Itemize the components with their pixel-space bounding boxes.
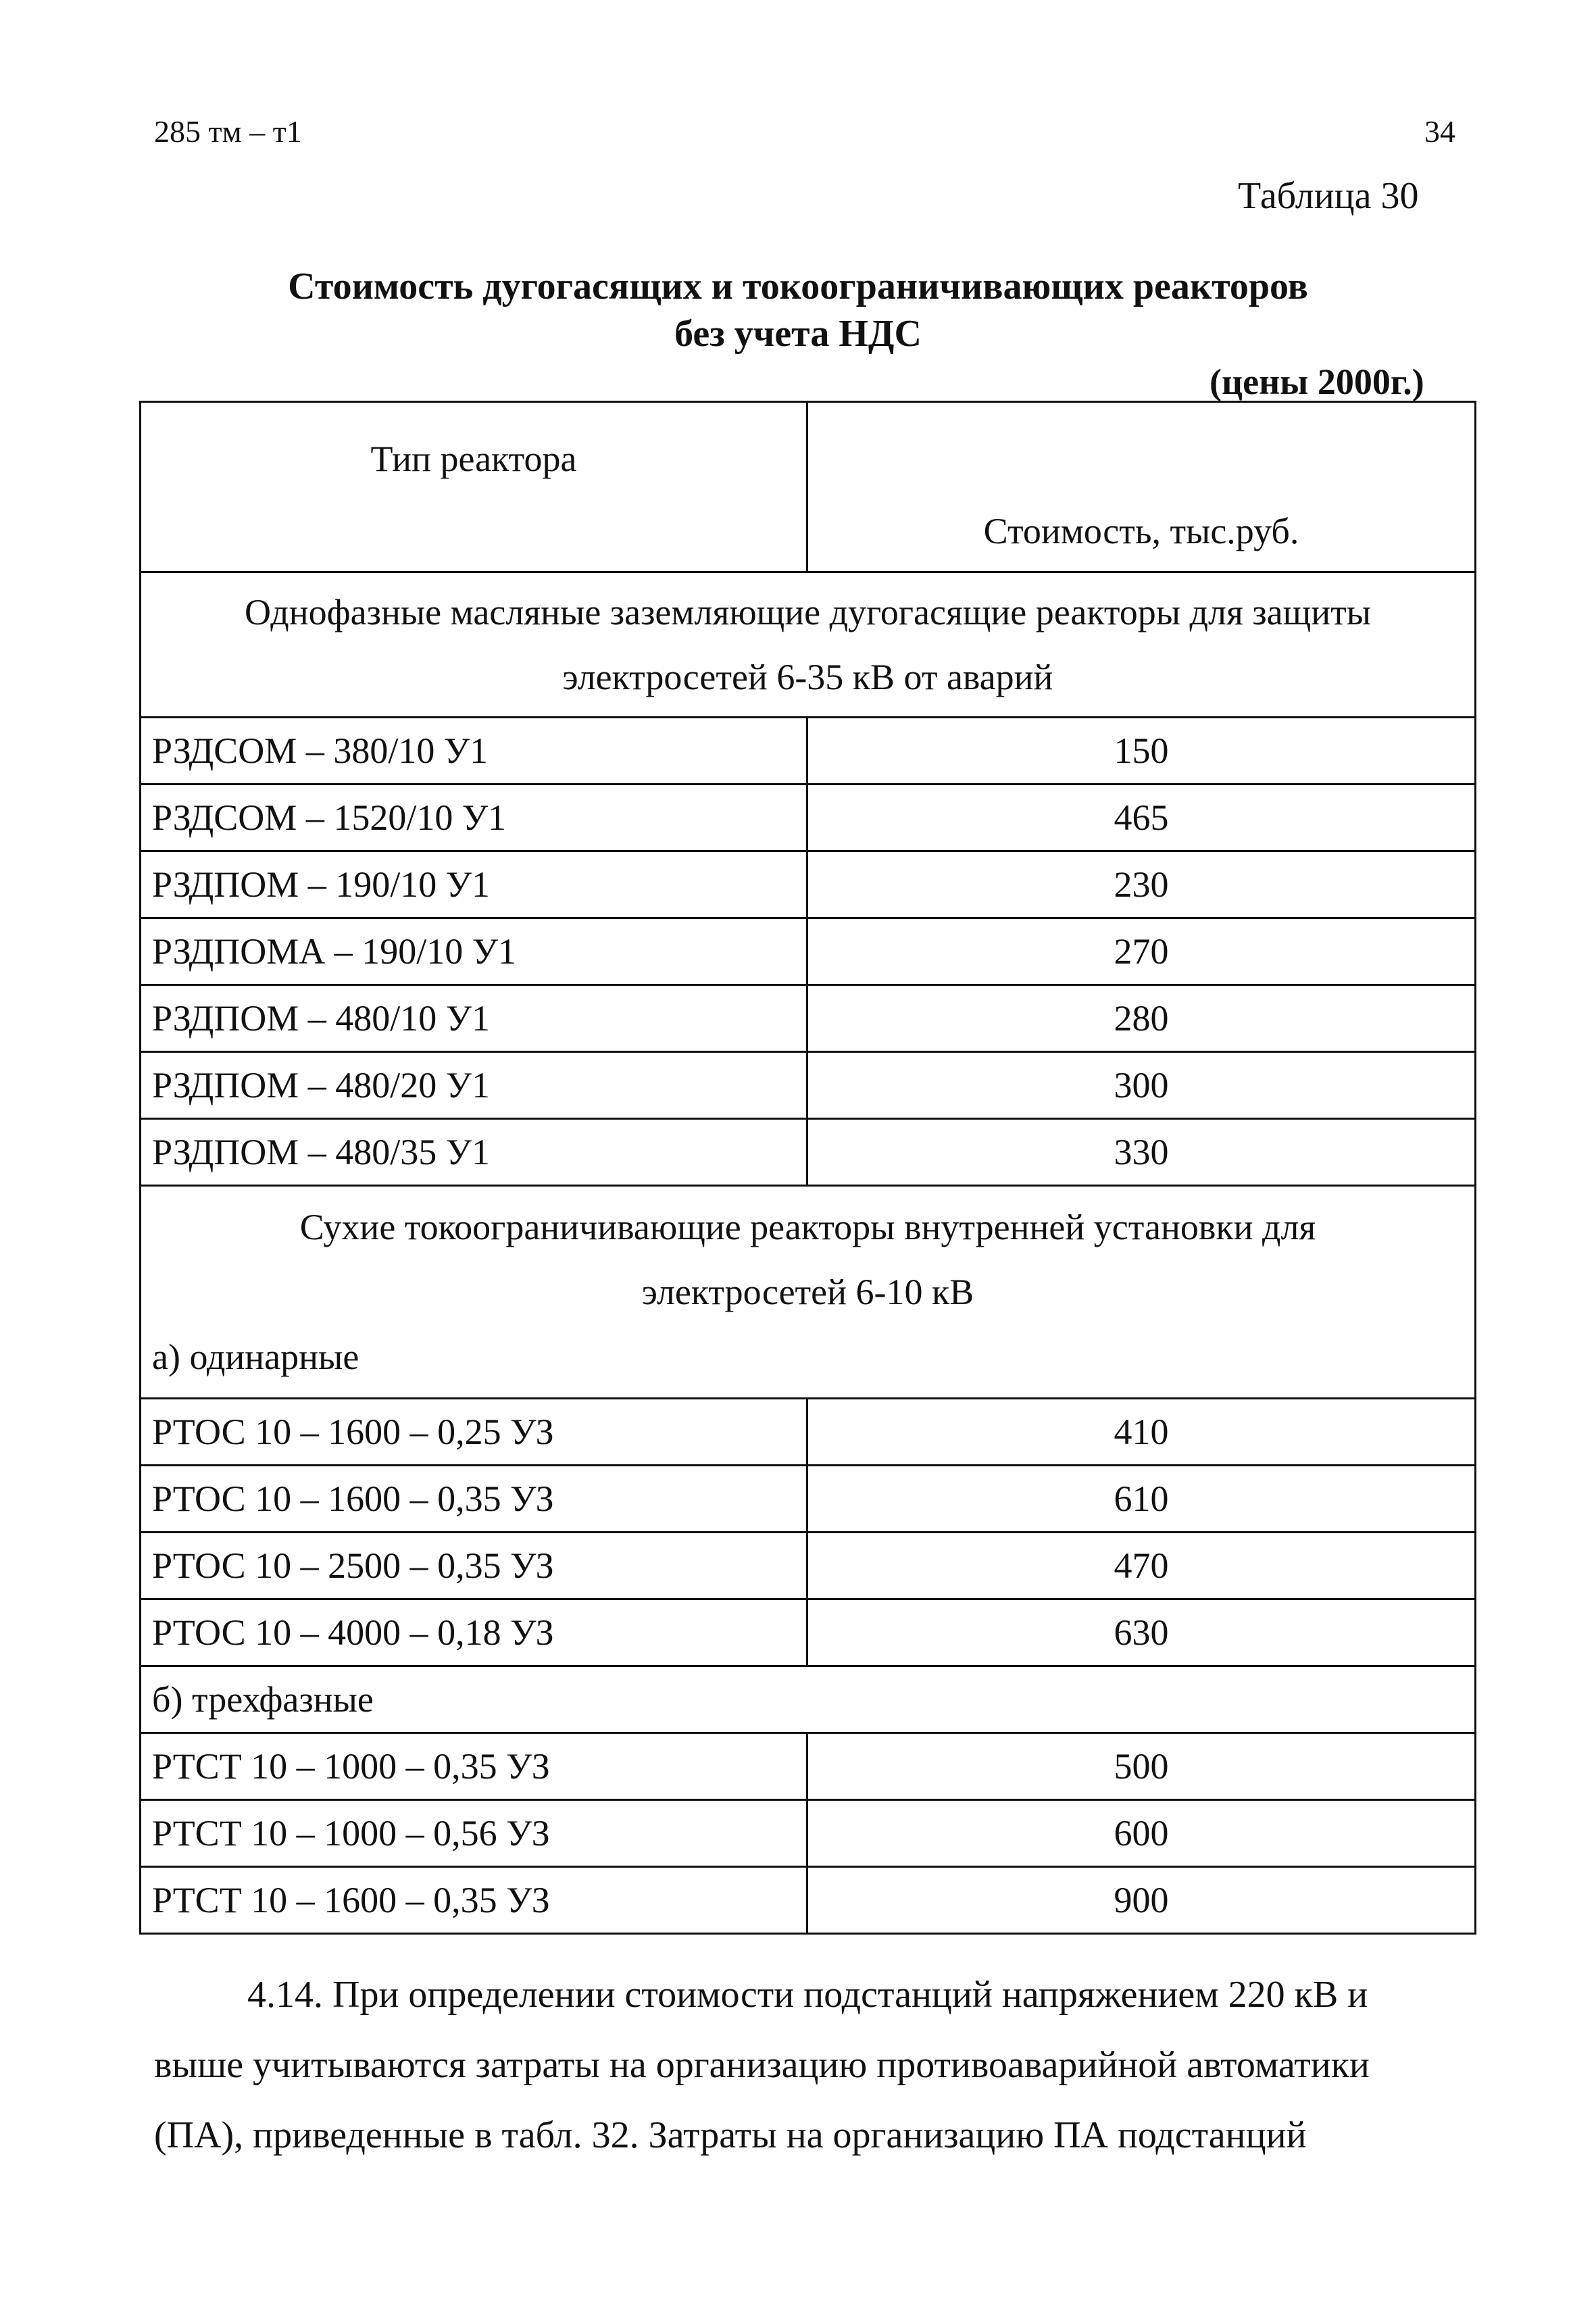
table-row <box>141 718 1476 785</box>
table-row <box>141 785 1476 851</box>
table-title-line1: Стоимость дугогасящих и токоограничивающих реакторов <box>288 266 1308 307</box>
section-a-heading <box>141 572 1476 718</box>
section-b-row <box>141 1186 1476 1399</box>
reactor-type-cell: РТСТ 10 – 1000 – 0,35 УЗ <box>141 1733 807 1800</box>
table-row <box>141 1533 1476 1599</box>
prices-note: (цены 2000г.) <box>1210 362 1424 402</box>
cost-cell: 600 <box>807 1800 1476 1867</box>
table-row <box>141 918 1476 985</box>
cost-cell: 500 <box>807 1733 1476 1800</box>
body-paragraph <box>154 1960 1424 2170</box>
cost-cell: 470 <box>807 1533 1476 1599</box>
reactor-type-cell: РЗДПОМ – 480/35 У1 <box>141 1119 807 1186</box>
reactor-cost-table <box>139 401 1476 1935</box>
table-row <box>141 1800 1476 1867</box>
paragraph-line1: 4.14. При определении стоимости подстанций напряжением 220 кВ и <box>247 1974 1368 2016</box>
table-row <box>141 1466 1476 1533</box>
table-row <box>141 1052 1476 1119</box>
header-cost: Стоимость, тыс.руб. <box>807 402 1476 572</box>
section-a-line1: Однофазные масляные заземляющие дугогасящие реакторы для защиты <box>245 591 1371 632</box>
paragraph-line3: (ПА), приведенные в табл. 32. Затраты на организацию ПА подстанций <box>154 2114 1307 2156</box>
reactor-type-cell: РТОС 10 – 1600 – 0,35 УЗ <box>141 1466 807 1533</box>
reactor-type-cell: РЗДПОМ – 480/20 У1 <box>141 1052 807 1119</box>
table-row <box>141 1119 1476 1186</box>
section-a-row <box>141 572 1476 718</box>
page-number: 34 <box>1424 114 1455 149</box>
subgroup-single: а) одинарные <box>152 1337 359 1378</box>
reactor-type-cell: РТСТ 10 – 1000 – 0,56 УЗ <box>141 1800 807 1867</box>
cost-cell: 465 <box>807 785 1476 851</box>
cost-cell: 900 <box>807 1867 1476 1934</box>
cost-cell: 330 <box>807 1119 1476 1186</box>
section-b-line1: Сухие токоограничивающие реакторы внутренней установки для <box>299 1206 1316 1247</box>
subgroup-three-row <box>141 1666 1476 1733</box>
section-a-line2: электросетей 6-35 кВ от аварий <box>562 657 1053 697</box>
table-row <box>141 985 1476 1052</box>
cost-cell: 410 <box>807 1399 1476 1466</box>
reactor-type-cell: РЗДСОМ – 1520/10 У1 <box>141 785 807 851</box>
cost-cell: 280 <box>807 985 1476 1052</box>
document-code: 285 тм – т1 <box>154 114 302 149</box>
cost-cell: 300 <box>807 1052 1476 1119</box>
subgroup-three-phase: б) трехфазные <box>141 1666 1476 1733</box>
cost-cell: 630 <box>807 1599 1476 1666</box>
header-reactor-type: Тип реактора <box>141 402 807 572</box>
reactor-type-cell: РТСТ 10 – 1600 – 0,35 УЗ <box>141 1867 807 1934</box>
table-row <box>141 1599 1476 1666</box>
cost-cell: 150 <box>807 718 1476 785</box>
reactor-type-cell: РТОС 10 – 4000 – 0,18 УЗ <box>141 1599 807 1666</box>
cost-cell: 610 <box>807 1466 1476 1533</box>
reactor-type-cell: РЗДПОМА – 190/10 У1 <box>141 918 807 985</box>
paragraph-line2: выше учитываются затраты на организацию противоаварийной автоматики <box>154 2044 1370 2086</box>
reactor-type-cell: РЗДПОМ – 480/10 У1 <box>141 985 807 1052</box>
table-row <box>141 851 1476 918</box>
table-title-line2: без учета НДС <box>674 313 922 355</box>
reactor-type-cell: РЗДПОМ – 190/10 У1 <box>141 851 807 918</box>
cost-cell: 230 <box>807 851 1476 918</box>
cost-cell: 270 <box>807 918 1476 985</box>
section-b-line2: электросетей 6-10 кВ <box>641 1271 974 1312</box>
section-b-heading <box>141 1186 1476 1399</box>
reactor-type-cell: РЗДСОМ – 380/10 У1 <box>141 718 807 785</box>
table-row <box>141 1867 1476 1934</box>
table-label: Таблица 30 <box>1238 175 1419 217</box>
reactor-type-cell: РТОС 10 – 2500 – 0,35 УЗ <box>141 1533 807 1599</box>
table-row <box>141 1733 1476 1800</box>
table-header-row <box>141 402 1476 572</box>
reactor-type-cell: РТОС 10 – 1600 – 0,25 УЗ <box>141 1399 807 1466</box>
table-row <box>141 1399 1476 1466</box>
